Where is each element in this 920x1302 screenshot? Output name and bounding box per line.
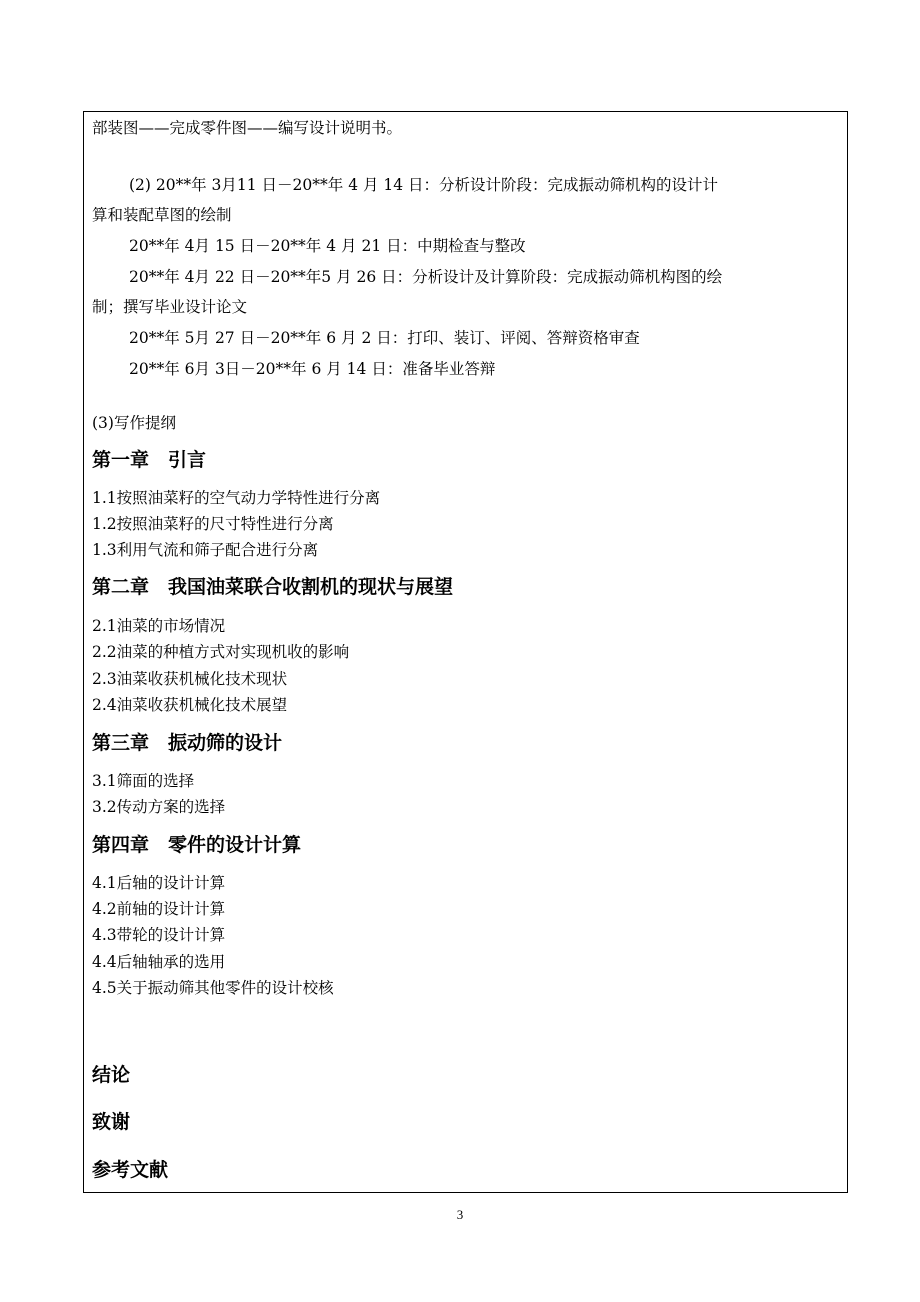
section-1-2: 1.2按照油菜籽的尺寸特性进行分离 <box>92 515 334 533</box>
schedule-item-2-line-1: (2) 20**年 3月11 日－20**年 4 月 14 日：分析设计阶段：完成振动筛机构的设计计 <box>129 176 719 194</box>
conclusion-heading: 结论 <box>92 1064 131 1086</box>
section-2-1: 2.1油菜的市场情况 <box>92 617 226 635</box>
section-4-1: 4.1后轴的设计计算 <box>92 874 226 892</box>
chapter-4-title: 第四章 零件的设计计算 <box>92 834 302 856</box>
section-2-2: 2.2油菜的种植方式对实现机收的影响 <box>92 643 350 661</box>
page-number: 3 <box>456 1207 464 1222</box>
section-4-2: 4.2前轴的设计计算 <box>92 900 226 918</box>
schedule-line-4b: 制；撰写毕业设计论文 <box>92 298 248 316</box>
schedule-line-3: 20**年 4月 15 日－20**年 4 月 21 日：中期检查与整改 <box>129 237 526 255</box>
schedule-line-6: 20**年 6月 3日－20**年 6 月 14 日：准备毕业答辩 <box>129 360 496 378</box>
section-4-3: 4.3带轮的设计计算 <box>92 926 226 944</box>
section-1-3: 1.3利用气流和筛子配合进行分离 <box>92 541 319 559</box>
section-2-3: 2.3油菜收获机械化技术现状 <box>92 670 288 688</box>
section-2-4: 2.4油菜收获机械化技术展望 <box>92 696 288 714</box>
schedule-line-0: 部装图——完成零件图——编写设计说明书。 <box>92 119 403 137</box>
chapter-1-title: 第一章 引言 <box>92 449 207 471</box>
section-4-5: 4.5关于振动筛其他零件的设计校核 <box>92 979 334 997</box>
schedule-line-5: 20**年 5月 27 日－20**年 6 月 2 日：打印、装订、评阅、答辩资格审查 <box>129 329 640 347</box>
references-heading: 参考文献 <box>92 1159 169 1181</box>
chapter-3-title: 第三章 振动筛的设计 <box>92 732 283 754</box>
schedule-line-4a: 20**年 4月 22 日－20**年5 月 26 日：分析设计及计算阶段：完成振动筛机构图的绘 <box>129 268 723 286</box>
schedule-item-2-line-2: 算和装配草图的绘制 <box>92 206 232 224</box>
section-1-1: 1.1按照油菜籽的空气动力学特性进行分离 <box>92 489 381 507</box>
section-3-1: 3.1筛面的选择 <box>92 772 195 790</box>
section-4-4: 4.4后轴轴承的选用 <box>92 953 226 971</box>
chapter-2-title: 第二章 我国油菜联合收割机的现状与展望 <box>92 576 454 598</box>
acknowledgements-heading: 致谢 <box>92 1111 131 1133</box>
outline-heading: (3)写作提纲 <box>92 414 176 432</box>
section-3-2: 3.2传动方案的选择 <box>92 798 226 816</box>
